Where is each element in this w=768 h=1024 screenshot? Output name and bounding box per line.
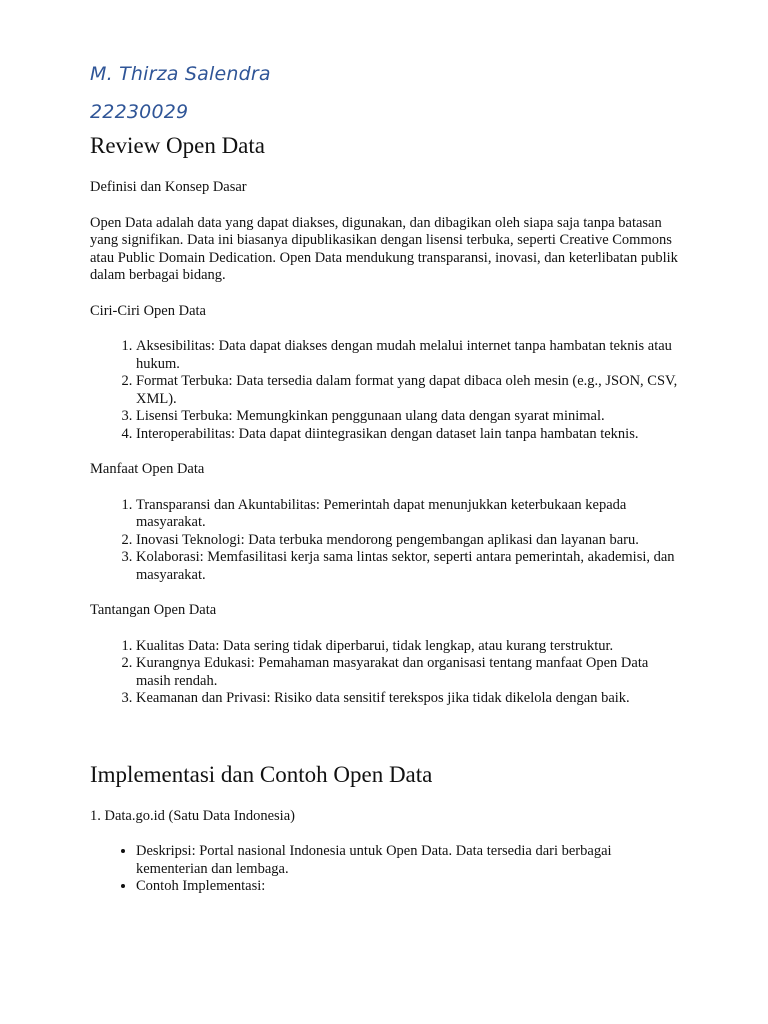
list-item: • Deskripsi: Portal nasional Indonesia untuk Open Data. Data tersedia dari berbagai kementerian dan lembaga. <box>136 843 680 878</box>
example-bullet-list <box>90 843 680 896</box>
characteristics-heading: Ciri-Ciri Open Data <box>90 302 206 319</box>
definition-paragraph: Open Data adalah data yang dapat diakses, digunakan, dan dibagikan oleh siapa saja tanpa batasan yang signifikan. Data ini biasanya dipublikasikan dengan lisensi terbuka, seperti Creative Commons atau Public Domain Dedication. Open Data mendukung transparansi, inovasi, dan keterlibatan publik dalam berbagai bidang. <box>90 214 678 283</box>
list-item: 2. Format Terbuka: Data tersedia dalam format yang dapat dibaca oleh mesin (e.g., JSON, CSV, XML). <box>136 373 680 408</box>
example-heading: 1. Data.go.id (Satu Data Indonesia) <box>90 807 295 824</box>
list-item: 1. Transparansi dan Akuntabilitas: Pemerintah dapat menunjukkan keterbukaan kepada masyarakat. <box>136 497 680 532</box>
list-item: 2. Inovasi Teknologi: Data terbuka mendorong pengembangan aplikasi dan layanan baru. <box>136 532 680 550</box>
challenges-list <box>90 638 680 708</box>
list-item: 1. Kualitas Data: Data sering tidak diperbarui, tidak lengkap, atau kurang terstruktur. <box>136 638 680 656</box>
implementation-title: Implementasi dan Contoh Open Data <box>90 761 433 787</box>
list-item: • Contoh Implementasi: <box>136 878 680 896</box>
benefits-list <box>90 497 680 585</box>
list-item: 3. Keamanan dan Privasi: Risiko data sensitif terekspos jika tidak dikelola dengan baik. <box>136 690 680 708</box>
author-student-id: 22230029 <box>90 101 189 123</box>
document-page <box>90 60 680 896</box>
characteristics-list <box>90 338 680 443</box>
definition-heading: Definisi dan Konsep Dasar <box>90 179 247 195</box>
list-item: 4. Interoperabilitas: Data dapat diintegrasikan dengan dataset lain tanpa hambatan teknis. <box>136 426 680 444</box>
list-item: 1. Aksesibilitas: Data dapat diakses dengan mudah melalui internet tanpa hambatan teknis atau hukum. <box>136 338 680 373</box>
list-item: 3. Lisensi Terbuka: Memungkinkan penggunaan ulang data dengan syarat minimal. <box>136 408 680 426</box>
author-name: M. Thirza Salendra <box>90 63 271 85</box>
list-item: 3. Kolaborasi: Memfasilitasi kerja sama lintas sektor, seperti antara pemerintah, akademisi, dan masyarakat. <box>136 549 680 584</box>
list-item: 2. Kurangnya Edukasi: Pemahaman masyarakat dan organisasi tentang manfaat Open Data masih rendah. <box>136 655 680 690</box>
benefits-heading: Manfaat Open Data <box>90 461 205 477</box>
page-title: Review Open Data <box>90 133 265 158</box>
challenges-heading: Tantangan Open Data <box>90 602 217 618</box>
